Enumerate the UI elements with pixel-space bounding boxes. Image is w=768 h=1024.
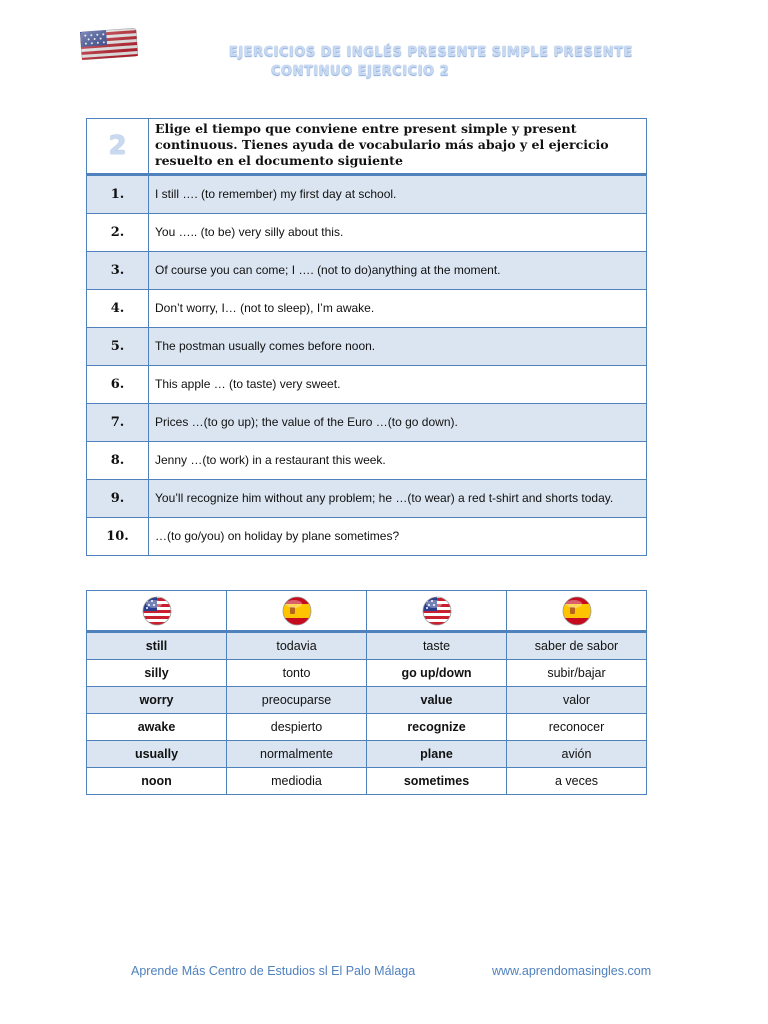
vocabulary-row <box>87 660 647 687</box>
vocab-spanish: avión <box>507 741 647 768</box>
exercise-table <box>86 118 647 556</box>
exercise-number: 2 <box>87 119 149 175</box>
exercise-item-text: Prices …(to go up); the value of the Euro …(to go down). <box>149 404 647 442</box>
exercise-row <box>87 290 647 328</box>
exercise-item-number: 9. <box>87 480 149 518</box>
vocab-english: worry <box>87 687 227 714</box>
vocabulary-table <box>86 590 647 795</box>
vocab-english: value <box>367 687 507 714</box>
exercise-item-number: 2. <box>87 214 149 252</box>
exercise-instructions: Elige el tiempo que conviene entre present simple y present continuous. Tienes ayuda de vocabulario más abajo y el ejercicio resuelto en el documento siguiente <box>149 119 647 175</box>
exercise-item-number: 5. <box>87 328 149 366</box>
vocabulary-row <box>87 714 647 741</box>
exercise-item-text: Of course you can come; I …. (not to do)anything at the moment. <box>149 252 647 290</box>
exercise-header-row <box>87 119 647 175</box>
vocab-english: still <box>87 632 227 660</box>
vocab-english: usually <box>87 741 227 768</box>
vocab-english: taste <box>367 632 507 660</box>
page-title <box>215 43 635 81</box>
page-title-line-1: EJERCICIOS DE INGLÉS PRESENTE SIMPLE PRESENTE <box>229 45 633 60</box>
vocab-english: noon <box>87 768 227 795</box>
vocab-spanish: reconocer <box>507 714 647 741</box>
exercise-item-number: 7. <box>87 404 149 442</box>
vocab-spanish: valor <box>507 687 647 714</box>
exercise-item-text: Jenny …(to work) in a restaurant this week. <box>149 442 647 480</box>
vocab-spanish: despierto <box>227 714 367 741</box>
exercise-row <box>87 442 647 480</box>
vocabulary-row <box>87 687 647 714</box>
vocab-spanish: mediodia <box>227 768 367 795</box>
exercise-row <box>87 518 647 556</box>
exercise-row <box>87 328 647 366</box>
exercise-item-text: Don’t worry, I… (not to sleep), I’m awake. <box>149 290 647 328</box>
vocab-spanish: saber de sabor <box>507 632 647 660</box>
page-title-line-2: CONTINUO EJERCICIO 2 <box>271 64 450 79</box>
vocab-english: recognize <box>367 714 507 741</box>
exercise-row <box>87 480 647 518</box>
vocabulary-row <box>87 632 647 660</box>
exercise-item-text: This apple … (to taste) very sweet. <box>149 366 647 404</box>
vocab-spanish: preocuparse <box>227 687 367 714</box>
footer-company: Aprende Más Centro de Estudios sl El Palo Málaga <box>131 964 416 978</box>
vocabulary-header-row <box>87 591 647 632</box>
exercise-item-number: 4. <box>87 290 149 328</box>
exercise-row <box>87 214 647 252</box>
spain-flag-icon <box>561 595 593 627</box>
vocab-spanish: todavia <box>227 632 367 660</box>
vocab-english: go up/down <box>367 660 507 687</box>
vocab-english: awake <box>87 714 227 741</box>
exercise-row <box>87 252 647 290</box>
exercise-row <box>87 366 647 404</box>
exercise-item-text: I still …. (to remember) my first day at school. <box>149 175 647 214</box>
exercise-row <box>87 175 647 214</box>
footer-website-link[interactable]: www.aprendomasingles.com <box>492 964 652 978</box>
exercise-item-text: You’ll recognize him without any problem; he …(to wear) a red t-shirt and shorts today. <box>149 480 647 518</box>
vocab-english: plane <box>367 741 507 768</box>
spain-flag-icon <box>281 595 313 627</box>
exercise-item-text: You ….. (to be) very silly about this. <box>149 214 647 252</box>
vocab-english: sometimes <box>367 768 507 795</box>
exercise-row <box>87 404 647 442</box>
vocabulary-row <box>87 768 647 795</box>
us-flag-icon <box>141 595 173 627</box>
vocab-spanish: normalmente <box>227 741 367 768</box>
exercise-item-number: 3. <box>87 252 149 290</box>
exercise-item-number: 1. <box>87 175 149 214</box>
vocab-spanish: tonto <box>227 660 367 687</box>
us-flag-logo <box>78 26 140 62</box>
exercise-item-number: 8. <box>87 442 149 480</box>
exercise-item-number: 6. <box>87 366 149 404</box>
us-flag-icon <box>421 595 453 627</box>
exercise-item-text: …(to go/you) on holiday by plane sometimes? <box>149 518 647 556</box>
vocab-english: silly <box>87 660 227 687</box>
vocabulary-row <box>87 741 647 768</box>
vocab-spanish: a veces <box>507 768 647 795</box>
exercise-item-number: 10. <box>87 518 149 556</box>
vocab-spanish: subir/bajar <box>507 660 647 687</box>
exercise-item-text: The postman usually comes before noon. <box>149 328 647 366</box>
